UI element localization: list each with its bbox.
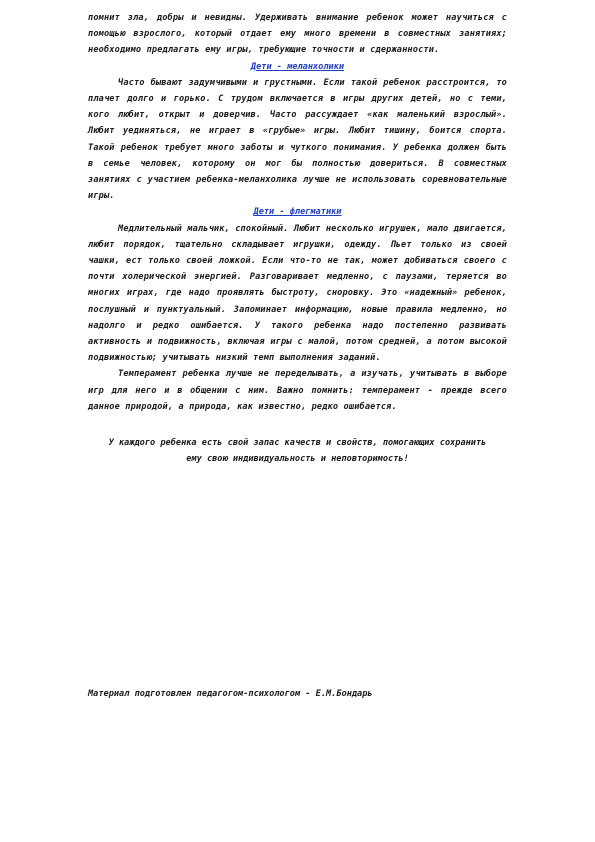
phlegmatic-paragraph: Медлительный мальчик, спокойный. Любит несколько игрушек, мало двигается, любит порядок, тщательно складывает игрушки, одежду. Пьет только из своей чашки, ест только своей ложкой. Если что-то не так, может добиваться своего с почти холерической энергией. Разговаривает медленно, с паузами, теряется во многих играх, где надо проявлять быстроту, сноровку. Это «надежный» ребенок, послушный и пунктуальный. Запоминает информацию, новые правила медленно, но надолго и редко ошибается. У такого ребенка надо постепенно развивать активность и подвижность, включая игры с малой, потом средней, а потом высокой подвижностью; учитывать низкий темп выполнения заданий. <box>88 223 507 364</box>
author-footer: Материал подготовлен педагогом-психологом - Е.М.Бондарь <box>88 689 373 699</box>
closing-statement: У каждого ребенка есть свой запас качеств и свойств, помогающих сохранить ему свою индивидуальность и неповторимость! <box>108 438 487 465</box>
phlegmatic-heading: Дети - флегматики <box>253 207 342 218</box>
conclusion-paragraph: Темперамент ребенка лучше не переделывать, а изучать, учитывать в выборе игр для него и в общении с ним. Важно помнить: темперамент - прежде всего данное природой, а природа, как известно, редко ошибается. <box>88 369 507 412</box>
intro-paragraph: помнит зла, добры и невидны. Удерживать внимание ребенок может научиться с помощью взрослого, который отдает ему много времени в совместных занятиях; необходимо предлагать ему игры, требующие точности и сдержанности. <box>88 13 507 56</box>
melancholic-paragraph: Часто бывают задумчивыми и грустными. Если такой ребенок расстроится, то плачет долго и горько. С трудом включается в игры других детей, но с теми, кого любит, открыт и доверчив. Часто рассуждает «как маленький взрослый». Любит уединяться, не играет в «грубые» игры. Любит тишину, боится спорта. Такой ребенок требует много заботы и чуткого понимания. У ребенка должен быть в семье человек, которому он мог бы полностью довериться. В совместных занятиях с участием ребенка-меланхолика лучше не использовать соревновательные игры. <box>88 77 507 202</box>
melancholic-heading: Дети - меланхолики <box>250 61 345 72</box>
